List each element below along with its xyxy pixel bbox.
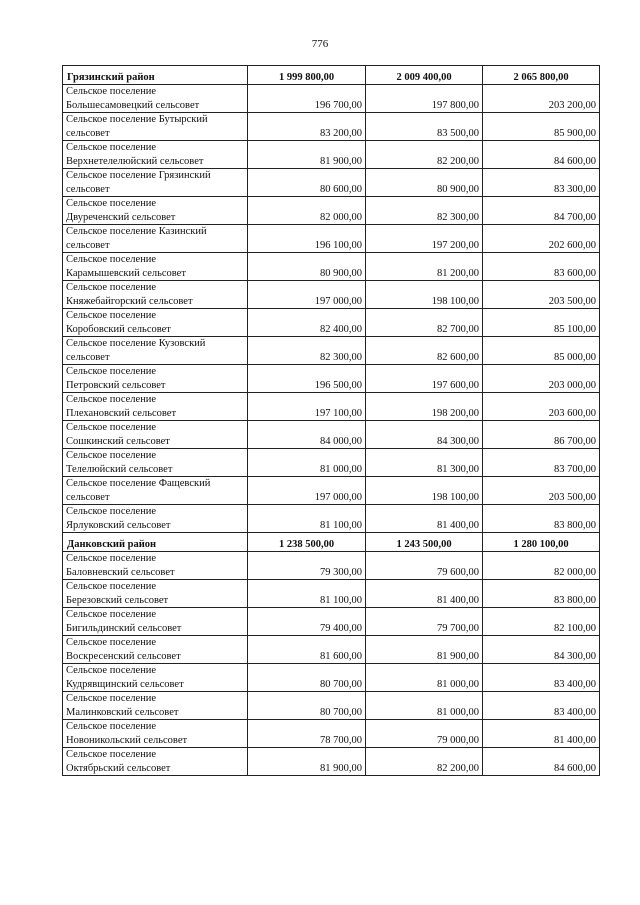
settlement-name-line-2: Березовский сельсовет [66, 594, 169, 606]
settlement-name-line-2: Ярлуковский сельсовет [66, 519, 171, 531]
amount-cell-year-2: 1 243 500,00 [366, 533, 483, 552]
amount-cell-year-3: 86 700,00 [483, 421, 600, 449]
amount-cell-year-2: 81 000,00 [366, 664, 483, 692]
budget-table [62, 65, 600, 776]
amount-cell-year-3: 84 700,00 [483, 197, 600, 225]
amount-cell-year-3: 82 000,00 [483, 552, 600, 580]
amount-cell-year-1: 197 000,00 [248, 477, 366, 505]
settlement-name-cell [63, 393, 248, 421]
settlement-name-line-1: Сельское поселение [66, 394, 157, 406]
amount-cell-year-1: 197 000,00 [248, 281, 366, 309]
amount-cell-year-2: 82 600,00 [366, 337, 483, 365]
settlement-name-line-2: Октябрьский сельсовет [66, 762, 171, 774]
settlement-name-line-2: сельсовет [66, 491, 110, 503]
amount-cell-year-1: 80 600,00 [248, 169, 366, 197]
amount-cell-year-3: 84 300,00 [483, 636, 600, 664]
settlement-name-line-1: Сельское поселение [66, 450, 157, 462]
amount-cell-year-2: 79 600,00 [366, 552, 483, 580]
settlement-name-line-2: Княжебайгорский сельсовет [66, 295, 193, 307]
amount-cell-year-1: 196 500,00 [248, 365, 366, 393]
district-row [63, 533, 600, 552]
amount-cell-year-2: 81 300,00 [366, 449, 483, 477]
amount-cell-year-1: 82 400,00 [248, 309, 366, 337]
settlement-name-line-2: сельсовет [66, 351, 110, 363]
settlement-name-line-1: Сельское поселение [66, 553, 157, 565]
amount-cell-year-2: 81 200,00 [366, 253, 483, 281]
settlement-name-cell [63, 169, 248, 197]
amount-cell-year-3: 203 000,00 [483, 365, 600, 393]
amount-cell-year-1: 83 200,00 [248, 113, 366, 141]
table-row [63, 748, 600, 776]
amount-cell-year-1: 84 000,00 [248, 421, 366, 449]
amount-cell-year-2: 82 200,00 [366, 748, 483, 776]
amount-cell-year-2: 79 000,00 [366, 720, 483, 748]
amount-cell-year-1: 1 238 500,00 [248, 533, 366, 552]
amount-cell-year-1: 1 999 800,00 [248, 66, 366, 85]
amount-cell-year-1: 196 100,00 [248, 225, 366, 253]
amount-cell-year-3: 83 800,00 [483, 505, 600, 533]
table-row [63, 505, 600, 533]
settlement-name-cell [63, 748, 248, 776]
settlement-name-line-2: Верхнетелелюйский сельсовет [66, 155, 204, 167]
settlement-name-cell [63, 421, 248, 449]
settlement-name-line-1: Сельское поселение Кузовский [66, 338, 206, 350]
settlement-name-line-1: Сельское поселение Казинский [66, 226, 207, 238]
settlement-name-cell [63, 636, 248, 664]
amount-cell-year-3: 83 700,00 [483, 449, 600, 477]
table-row [63, 580, 600, 608]
settlement-name-line-1: Сельское поселение [66, 665, 157, 677]
amount-cell-year-2: 198 100,00 [366, 281, 483, 309]
amount-cell-year-2: 79 700,00 [366, 608, 483, 636]
amount-cell-year-2: 198 100,00 [366, 477, 483, 505]
amount-cell-year-3: 82 100,00 [483, 608, 600, 636]
district-name-cell: Грязинский район [63, 66, 248, 85]
settlement-name-cell [63, 225, 248, 253]
settlement-name-cell [63, 608, 248, 636]
settlement-name-cell [63, 477, 248, 505]
amount-cell-year-3: 202 600,00 [483, 225, 600, 253]
settlement-name-cell [63, 113, 248, 141]
amount-cell-year-3: 203 500,00 [483, 477, 600, 505]
amount-cell-year-3: 84 600,00 [483, 748, 600, 776]
amount-cell-year-2: 83 500,00 [366, 113, 483, 141]
amount-cell-year-3: 85 900,00 [483, 113, 600, 141]
amount-cell-year-1: 79 400,00 [248, 608, 366, 636]
settlement-name-cell [63, 365, 248, 393]
table-row [63, 113, 600, 141]
settlement-name-cell [63, 720, 248, 748]
amount-cell-year-3: 203 500,00 [483, 281, 600, 309]
amount-cell-year-3: 83 600,00 [483, 253, 600, 281]
settlement-name-line-1: Сельское поселение [66, 637, 157, 649]
settlement-name-cell [63, 692, 248, 720]
page-number: 776 [311, 38, 329, 50]
budget-table-body [63, 66, 600, 776]
table-row [63, 720, 600, 748]
settlement-name-cell [63, 281, 248, 309]
amount-cell-year-1: 82 300,00 [248, 337, 366, 365]
settlement-name-line-2: сельсовет [66, 183, 110, 195]
settlement-name-line-1: Сельское поселение [66, 721, 157, 733]
settlement-name-line-1: Сельское поселение [66, 749, 157, 761]
amount-cell-year-3: 1 280 100,00 [483, 533, 600, 552]
table-row [63, 365, 600, 393]
amount-cell-year-1: 197 100,00 [248, 393, 366, 421]
table-row [63, 692, 600, 720]
settlement-name-line-1: Сельское поселение [66, 86, 157, 98]
settlement-name-line-2: Телелюйский сельсовет [66, 463, 173, 475]
settlement-name-cell [63, 552, 248, 580]
settlement-name-line-2: Петровский сельсовет [66, 379, 166, 391]
settlement-name-line-1: Сельское поселение Фащевский [66, 478, 211, 490]
table-row [63, 636, 600, 664]
amount-cell-year-3: 81 400,00 [483, 720, 600, 748]
settlement-name-line-2: Новоникольский сельсовет [66, 734, 188, 746]
table-row [63, 141, 600, 169]
amount-cell-year-3: 83 400,00 [483, 664, 600, 692]
table-row [63, 281, 600, 309]
table-row [63, 552, 600, 580]
amount-cell-year-3: 83 400,00 [483, 692, 600, 720]
amount-cell-year-2: 197 200,00 [366, 225, 483, 253]
amount-cell-year-1: 79 300,00 [248, 552, 366, 580]
amount-cell-year-1: 80 700,00 [248, 664, 366, 692]
settlement-name-line-1: Сельское поселение [66, 366, 157, 378]
settlement-name-line-2: Кудрявщинский сельсовет [66, 678, 184, 690]
settlement-name-cell [63, 309, 248, 337]
settlement-name-cell [63, 85, 248, 113]
amount-cell-year-3: 85 000,00 [483, 337, 600, 365]
settlement-name-line-2: Большесамовецкий сельсовет [66, 99, 200, 111]
amount-cell-year-2: 82 200,00 [366, 141, 483, 169]
settlement-name-line-1: Сельское поселение [66, 581, 157, 593]
amount-cell-year-1: 81 900,00 [248, 748, 366, 776]
amount-cell-year-3: 203 600,00 [483, 393, 600, 421]
amount-cell-year-3: 2 065 800,00 [483, 66, 600, 85]
table-row [63, 664, 600, 692]
settlement-name-line-2: сельсовет [66, 239, 110, 251]
amount-cell-year-2: 80 900,00 [366, 169, 483, 197]
amount-cell-year-1: 81 900,00 [248, 141, 366, 169]
settlement-name-line-2: Карамышевский сельсовет [66, 267, 186, 279]
amount-cell-year-2: 82 700,00 [366, 309, 483, 337]
settlement-name-line-1: Сельское поселение [66, 693, 157, 705]
settlement-name-line-2: Баловневский сельсовет [66, 566, 175, 578]
amount-cell-year-3: 203 200,00 [483, 85, 600, 113]
table-row [63, 253, 600, 281]
settlement-name-line-1: Сельское поселение Бутырский [66, 114, 208, 126]
settlement-name-cell [63, 580, 248, 608]
table-row [63, 421, 600, 449]
settlement-name-cell [63, 253, 248, 281]
settlement-name-line-1: Сельское поселение [66, 310, 157, 322]
settlement-name-cell [63, 141, 248, 169]
settlement-name-line-1: Сельское поселение [66, 506, 157, 518]
settlement-name-cell [63, 505, 248, 533]
amount-cell-year-1: 81 100,00 [248, 580, 366, 608]
amount-cell-year-2: 2 009 400,00 [366, 66, 483, 85]
district-row [63, 66, 600, 85]
table-row [63, 225, 600, 253]
amount-cell-year-3: 84 600,00 [483, 141, 600, 169]
settlement-name-line-1: Сельское поселение [66, 422, 157, 434]
settlement-name-cell [63, 449, 248, 477]
amount-cell-year-2: 81 000,00 [366, 692, 483, 720]
amount-cell-year-1: 81 100,00 [248, 505, 366, 533]
settlement-name-line-2: Двуреченский сельсовет [66, 211, 176, 223]
amount-cell-year-1: 78 700,00 [248, 720, 366, 748]
settlement-name-line-1: Сельское поселение [66, 282, 157, 294]
amount-cell-year-2: 198 200,00 [366, 393, 483, 421]
table-row [63, 477, 600, 505]
amount-cell-year-1: 82 000,00 [248, 197, 366, 225]
table-row [63, 608, 600, 636]
amount-cell-year-2: 82 300,00 [366, 197, 483, 225]
settlement-name-line-2: Малинковский сельсовет [66, 706, 179, 718]
amount-cell-year-3: 83 300,00 [483, 169, 600, 197]
table-row [63, 309, 600, 337]
settlement-name-line-1: Сельское поселение Грязинский [66, 170, 211, 182]
settlement-name-cell [63, 197, 248, 225]
district-name-cell: Данковский район [63, 533, 248, 552]
amount-cell-year-1: 81 600,00 [248, 636, 366, 664]
amount-cell-year-1: 81 000,00 [248, 449, 366, 477]
amount-cell-year-1: 196 700,00 [248, 85, 366, 113]
settlement-name-line-1: Сельское поселение [66, 198, 157, 210]
amount-cell-year-2: 81 400,00 [366, 505, 483, 533]
settlement-name-line-2: Плехановский сельсовет [66, 407, 177, 419]
table-row [63, 169, 600, 197]
table-row [63, 197, 600, 225]
amount-cell-year-3: 83 800,00 [483, 580, 600, 608]
settlement-name-line-2: Коробовский сельсовет [66, 323, 171, 335]
table-row [63, 337, 600, 365]
table-row [63, 85, 600, 113]
settlement-name-line-1: Сельское поселение [66, 609, 157, 621]
settlement-name-line-1: Сельское поселение [66, 254, 157, 266]
settlement-name-cell [63, 664, 248, 692]
table-row [63, 449, 600, 477]
amount-cell-year-1: 80 900,00 [248, 253, 366, 281]
amount-cell-year-2: 197 600,00 [366, 365, 483, 393]
table-row [63, 393, 600, 421]
settlement-name-line-2: сельсовет [66, 127, 110, 139]
amount-cell-year-2: 197 800,00 [366, 85, 483, 113]
settlement-name-cell [63, 337, 248, 365]
settlement-name-line-1: Сельское поселение [66, 142, 157, 154]
amount-cell-year-1: 80 700,00 [248, 692, 366, 720]
settlement-name-line-2: Бигильдинский сельсовет [66, 622, 182, 634]
settlement-name-line-2: Воскресенский сельсовет [66, 650, 181, 662]
settlement-name-line-2: Сошкинский сельсовет [66, 435, 170, 447]
amount-cell-year-2: 81 900,00 [366, 636, 483, 664]
amount-cell-year-2: 84 300,00 [366, 421, 483, 449]
amount-cell-year-2: 81 400,00 [366, 580, 483, 608]
amount-cell-year-3: 85 100,00 [483, 309, 600, 337]
